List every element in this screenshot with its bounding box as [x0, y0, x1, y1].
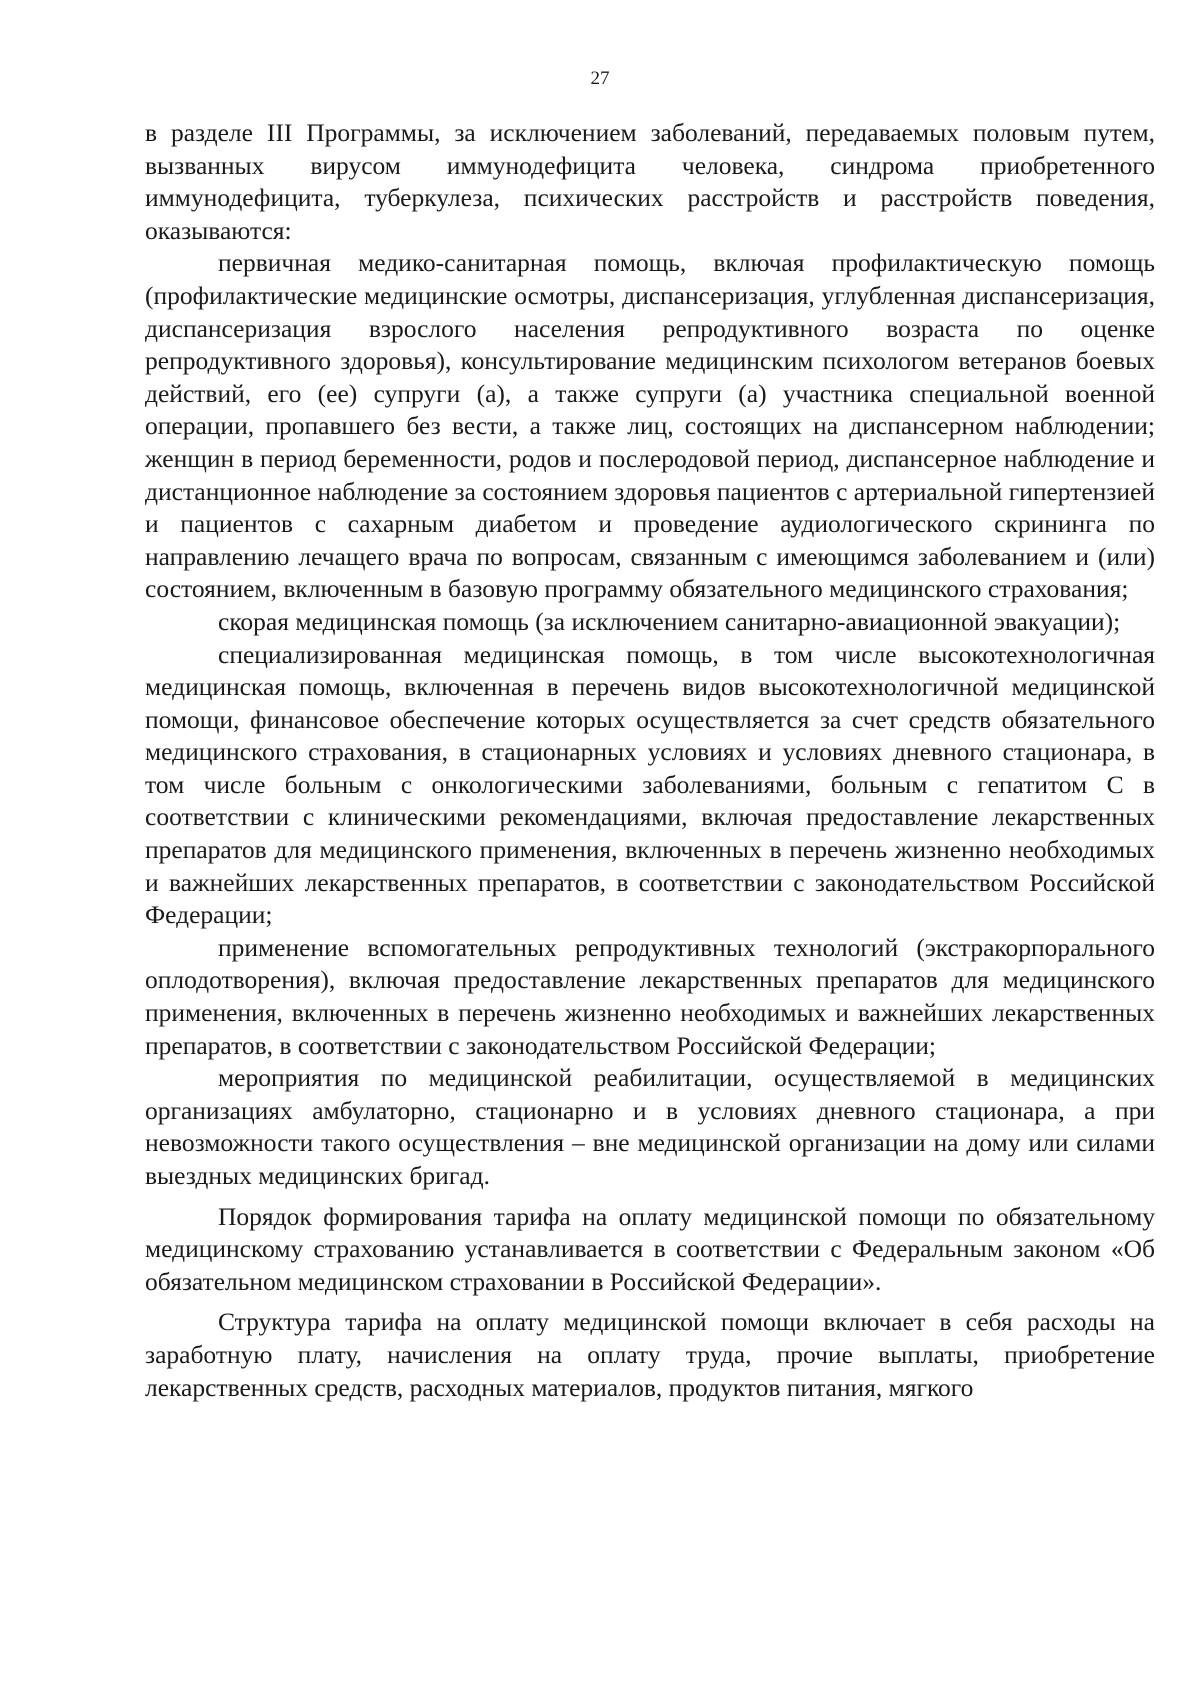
paragraph-primary-care: первичная медико-санитарная помощь, включая профилактическую помощь (профилактические медицинские осмотры, диспансеризация, углубленная диспансеризация, диспансеризация взрослого населения репродуктивного возраста по оценке репродуктивного здоровья), консультирование медицинским психологом ветеранов боевых действий, его (ее) супруги (а), а также супруги (а) участника специальной военной операции, пропавшего без вести, а также лиц, состоящих на диспансерном наблюдении; женщин в период беременности, родов и послеродовой период, диспансерное наблюдение и дистанционное наблюдение за состоянием здоровья пациентов с артериальной гипертензией и пациентов с сахарным диабетом и проведение аудиологического скрининга по направлению лечащего врача по вопросам, связанным с имеющимся заболеванием и (или) состоянием, включенным в базовую программу обязательного медицинского страхования; — [145, 248, 1155, 604]
paragraph-reproductive-technologies: применение вспомогательных репродуктивных технологий (экстракорпорального оплодотворения), включая предоставление лекарственных препаратов для медицинского применения, включенных в перечень жизненно необходимых и важнейших лекарственных препаратов, в соответствии с законодательством Российской Федерации; — [145, 932, 1155, 1060]
page-number: 27 — [590, 68, 610, 89]
paragraph-specialized-care: специализированная медицинская помощь, в том числе высокотехнологичная медицинская помощь, включенная в перечень видов высокотехнологичной медицинской помощи, финансовое обеспечение которых осуществляется за счет средств обязательного медицинского страхования, в стационарных условиях и условиях дневного стационара, в том числе больным с онкологическими заболеваниями, больным с гепатитом С в соответствии с клиническими рекомендациями, включая предоставление лекарственных препаратов для медицинского применения, включенных в перечень жизненно необходимых и важнейших лекарственных препаратов, в соответствии с законодательством Российской Федерации; — [145, 639, 1155, 930]
paragraph-program-section-intro: в разделе III Программы, за исключением заболеваний, передаваемых половым путем, вызванных вирусом иммунодефицита человека, синдрома приобретенного иммунодефицита, туберкулеза, психических расстройств и расстройств поведения, оказываются: — [145, 118, 1155, 245]
paragraph-emergency-care: скорая медицинская помощь (за исключением санитарно-авиационной эвакуации); — [218, 606, 1121, 636]
document-body — [145, 117, 1155, 1404]
paragraph-tariff-structure: Структура тарифа на оплату медицинской помощи включает в себя расходы на заработную плату, начисления на оплату труда, прочие выплаты, приобретение лекарственных средств, расходных материалов, продуктов питания, мягкого — [145, 1307, 1155, 1402]
paragraph-rehabilitation: мероприятия по медицинской реабилитации, осуществляемой в медицинских организациях амбулаторно, стационарно и в условиях дневного стационара, а при невозможности такого осуществления – вне медицинской организации на дому или силами выездных медицинских бригад. — [145, 1063, 1155, 1190]
paragraph-tariff-procedure: Порядок формирования тарифа на оплату медицинской помощи по обязательному медицинскому страхованию устанавливается в соответствии с Федеральным законом «Об обязательном медицинском страховании в Российской Федерации». — [145, 1201, 1155, 1296]
